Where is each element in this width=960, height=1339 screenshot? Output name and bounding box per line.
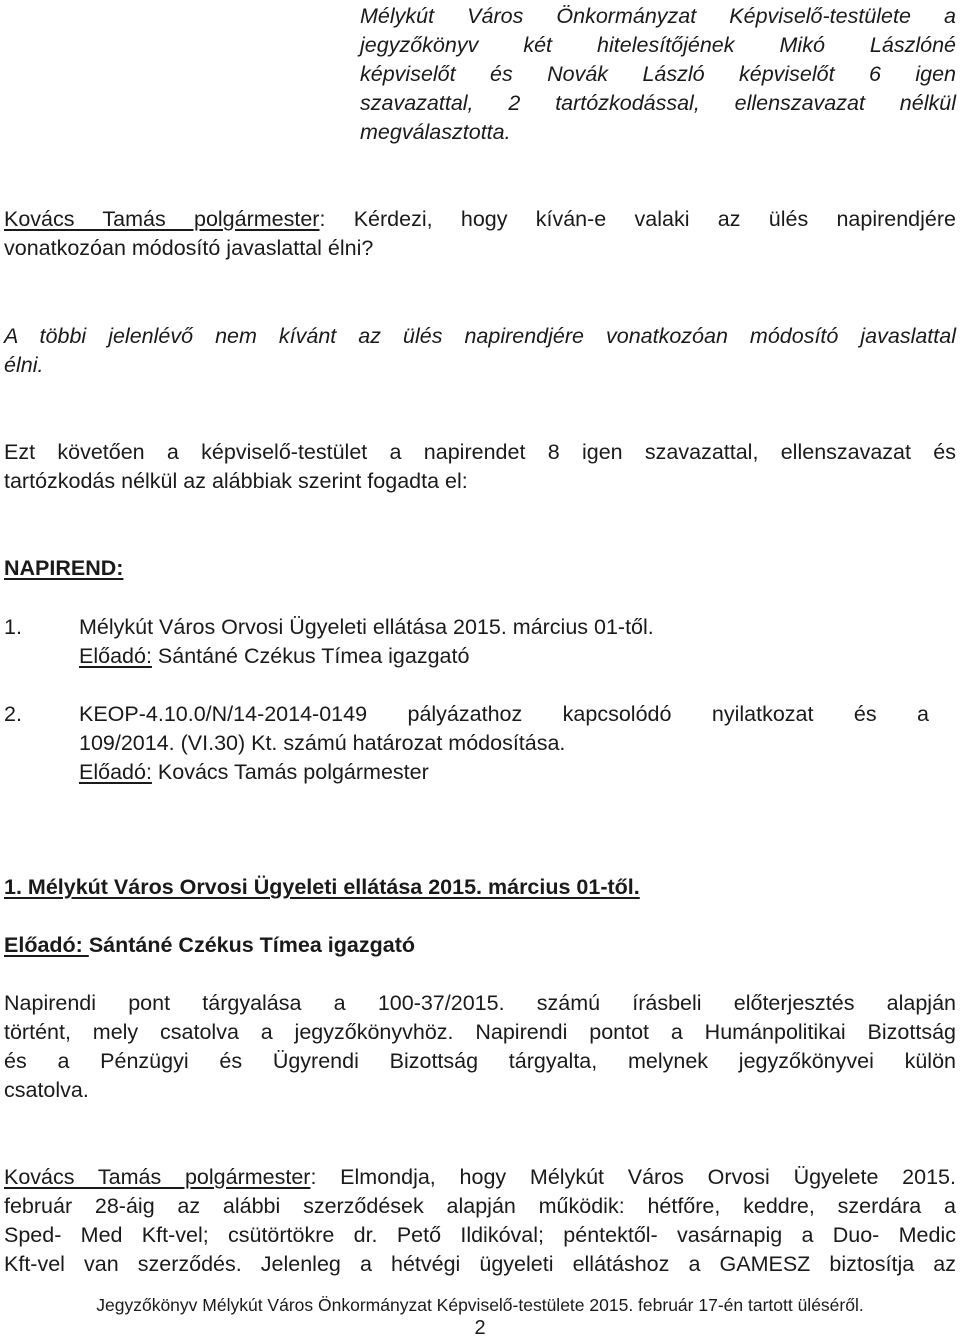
- page-number: 2: [474, 1317, 486, 1339]
- presenter-name: Kovács Tamás polgármester: [151, 760, 429, 784]
- agenda-item-title: KEOP-4.10.0/N/14-2014-0149 pályázathoz kapcsolódó nyilatkozat és a: [79, 702, 929, 726]
- agenda-item-number: 2.: [4, 702, 22, 726]
- presenter-label: Előadó:: [79, 644, 152, 668]
- speaker1-text: : Kérdezi, hogy kíván-e valaki az ülés napirendjére: [319, 207, 956, 231]
- discussion-line: történt, mely csatolva a jegyzőkönyvhöz. Napirendi pontot a Humánpolitikai Bizottság: [4, 1020, 956, 1044]
- intro-line: Mélykút Város Önkormányzat Képviselő-testülete a: [360, 4, 956, 28]
- speaker1-line1: [4, 205, 956, 234]
- agenda-item-title: Mélykút Város Orvosi Ügyeleti ellátása 2015. március 01-től.: [79, 615, 654, 639]
- agenda-vote-line1: Ezt követően a képviselő-testület a napirendet 8 igen szavazattal, ellenszavazat és: [4, 440, 956, 464]
- speaker2-line: Kft-vel van szerződés. Jelenleg a hétvégi ügyeleti ellátáshoz a GAMESZ biztosítja az: [4, 1252, 956, 1276]
- agenda-item-presenter: [79, 642, 469, 671]
- speaker2-line: február 28-áig az alábbi szerződések alapján működik: hétfőre, keddre, szerdára a: [4, 1194, 956, 1218]
- presenter-label: Előadó:: [79, 760, 152, 784]
- presenter-label: Előadó:: [4, 933, 89, 957]
- speaker1-line2: vonatkozóan módosító javaslattal élni?: [4, 236, 374, 260]
- section1-presenter: [4, 931, 415, 960]
- intro-line: képviselőt és Novák László képviselőt 6 igen: [360, 62, 956, 86]
- agenda-item-number: 1.: [4, 615, 22, 639]
- intro-line: jegyzőkönyv két hitelesítőjének Mikó Lászlóné: [360, 33, 956, 57]
- discussion-line: csatolva.: [4, 1078, 89, 1102]
- discussion-line: Napirendi pont tárgyalása a 100-37/2015. számú írásbeli előterjesztés alapján: [4, 991, 956, 1015]
- agenda-vote-line2: tartózkodás nélkül az alábbiak szerint fogadta el:: [4, 469, 468, 493]
- presenter-name: Sántáné Czékus Tímea igazgató: [151, 644, 470, 668]
- section1-heading: 1. Mélykút Város Orvosi Ügyeleti ellátása 2015. március 01-től.: [4, 875, 640, 899]
- italic-note-line2: élni.: [4, 353, 44, 377]
- presenter-name: Sántáné Czékus Tímea igazgató: [88, 933, 415, 957]
- agenda-heading: NAPIREND:: [4, 556, 124, 580]
- speaker1-name: Kovács Tamás polgármester: [4, 207, 320, 231]
- italic-note-line1: A többi jelenlévő nem kívánt az ülés napirendjére vonatkozóan módosító javaslattal: [4, 324, 956, 348]
- speaker2-line: Sped- Med Kft-vel; csütörtökre dr. Pető Ildikóval; péntektől- vasárnapig a Duo- Medic: [4, 1223, 956, 1247]
- intro-line: megválasztotta.: [360, 120, 511, 144]
- agenda-item-presenter: [79, 758, 429, 787]
- speaker2-text: : Elmondja, hogy Mélykút Város Orvosi Ügyelete 2015.: [310, 1165, 956, 1189]
- intro-line: szavazattal, 2 tartózkodással, ellenszavazat nélkül: [360, 91, 956, 115]
- page-footer: Jegyzőkönyv Mélykút Város Önkormányzat Képviselő-testülete 2015. február 17-én tartott üléséről.: [96, 1295, 864, 1315]
- discussion-line: és a Pénzügyi és Ügyrendi Bizottság tárgyalta, melynek jegyzőkönyvei külön: [4, 1049, 956, 1073]
- speaker2-line1: [4, 1163, 956, 1192]
- speaker2-name: Kovács Tamás polgármester: [4, 1165, 311, 1189]
- agenda-item-title: 109/2014. (VI.30) Kt. számú határozat módosítása.: [79, 731, 566, 755]
